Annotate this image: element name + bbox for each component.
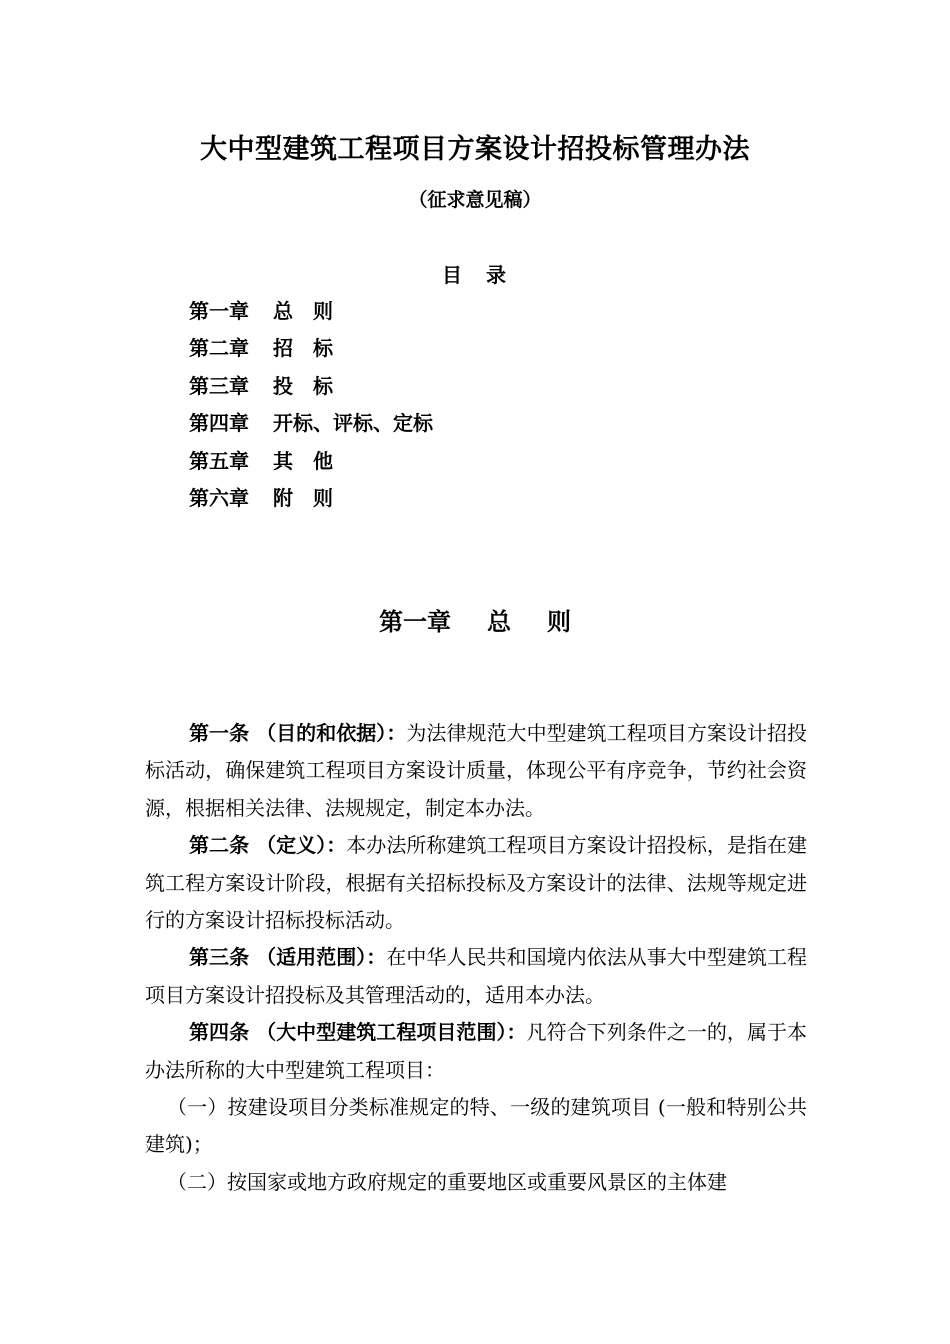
article-text: 凡符合下列条件之一的，属于本办法所称的大中型建筑工程项目： xyxy=(145,1020,807,1082)
document-subtitle: （征求意见稿） xyxy=(408,189,542,211)
toc-chapter-number: 第一章 xyxy=(189,299,249,323)
list-item: （一）按建设项目分类标准规定的特、一级的建筑项目 (一般和特别公共建筑)； xyxy=(145,1095,807,1157)
toc-item-chapter-6 xyxy=(189,483,433,520)
toc-item-chapter-1 xyxy=(189,296,433,333)
document-title: 大中型建筑工程项目方案设计招投标管理办法 xyxy=(200,134,750,165)
toc-item-chapter-3 xyxy=(189,371,433,408)
article-label: 第一条 （目的和依据）： xyxy=(189,721,407,745)
toc-chapter-title: 开标、评标、定标 xyxy=(273,411,433,436)
toc-chapter-number: 第五章 xyxy=(189,448,249,473)
toc-item-chapter-5 xyxy=(189,446,433,483)
article-3 xyxy=(145,939,807,1014)
table-of-contents xyxy=(189,296,433,520)
toc-heading: 目 录 xyxy=(442,263,508,287)
chapter-number: 第一章 xyxy=(379,608,451,636)
article-label: 第二条 （定义）： xyxy=(189,833,347,858)
toc-chapter-title: 投 标 xyxy=(273,373,333,398)
toc-chapter-title: 总 则 xyxy=(273,299,333,323)
article-1 xyxy=(145,715,807,827)
toc-item-chapter-4 xyxy=(189,408,433,445)
toc-chapter-number: 第三章 xyxy=(189,373,249,398)
article-label: 第三条 （适用范围）： xyxy=(189,945,387,970)
toc-chapter-title: 招 标 xyxy=(273,336,333,361)
toc-item-chapter-2 xyxy=(189,333,433,370)
article-text: 在中华人民共和国境内依法从事大中型建筑工程项目方案设计招投标及其管理活动的，适用本办法。 xyxy=(145,945,808,1007)
toc-chapter-number: 第六章 xyxy=(189,485,249,510)
chapter-title-word: 则 xyxy=(547,608,571,636)
list-item: （二）按国家或地方政府规定的重要地区或重要风景区的主体建 xyxy=(167,1169,727,1194)
chapter-title-word: 总 xyxy=(487,608,511,636)
toc-chapter-title: 其 他 xyxy=(273,448,333,473)
toc-chapter-title: 附 则 xyxy=(273,485,333,510)
chapter-body xyxy=(145,715,807,1201)
chapter-heading xyxy=(0,604,950,640)
article-2 xyxy=(145,827,807,939)
toc-chapter-number: 第四章 xyxy=(189,411,249,436)
toc-chapter-number: 第二章 xyxy=(189,336,249,361)
article-label: 第四条 （大中型建筑工程项目范围）： xyxy=(189,1020,527,1045)
article-text: 本办法所称建筑工程项目方案设计招投标，是指在建筑工程方案设计阶段，根据有关招标投标及方案设计的法律、法规等规定进行的方案设计招标投标活动。 xyxy=(145,833,807,933)
article-text: 为法律规范大中型建筑工程项目方案设计招投标活动，确保建筑工程项目方案设计质量，体现公平有序竞争，节约社会资源，根据相关法律、法规规定，制定本办法。 xyxy=(145,721,808,820)
article-4 xyxy=(145,1014,807,1089)
